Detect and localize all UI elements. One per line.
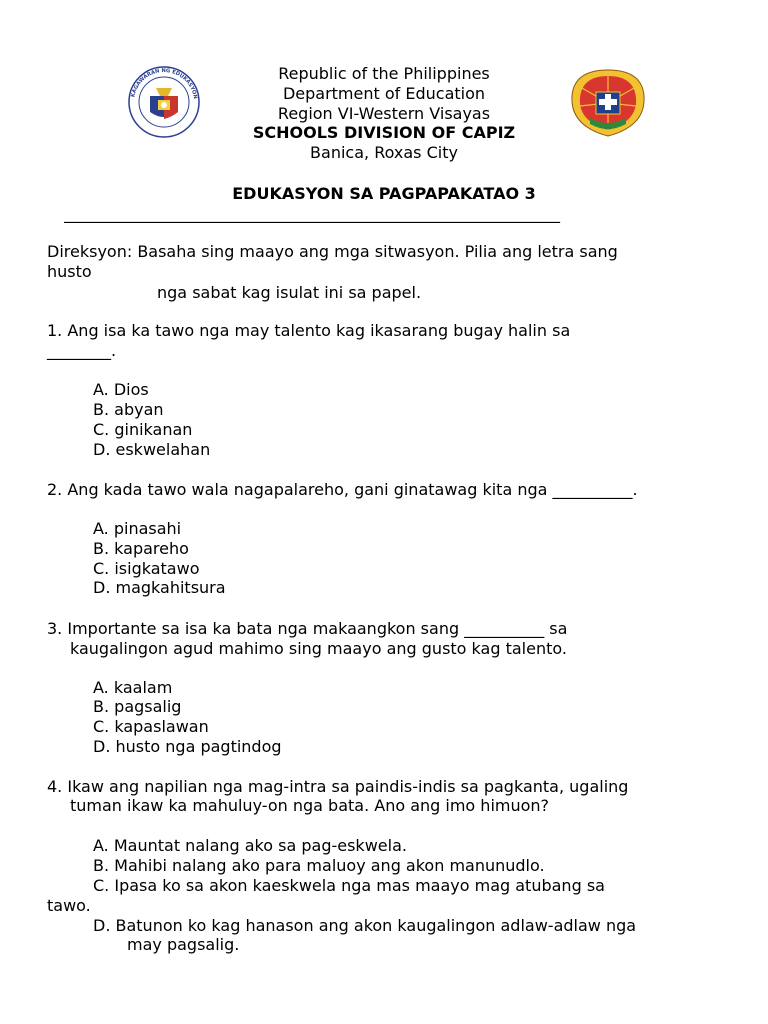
directions-line-3: nga sabat kag isulat ini sa papel. [157, 283, 422, 302]
question-3-line-1: 3. Importante sa isa ka bata nga makaangkon sang __________ sa [47, 619, 568, 638]
choice-text: ginikanan [114, 420, 193, 439]
choice-letter: C. [93, 559, 110, 578]
choice-letter: C. [93, 420, 110, 439]
choice-letter: D. [93, 916, 111, 935]
choice-letter: A. [93, 380, 109, 399]
choice-text: magkahitsura [115, 578, 226, 597]
header-region: Region VI-Western Visayas [277, 104, 491, 123]
choice-4b [93, 856, 545, 876]
choice-text: Mahibi nalang ako para maluoy ang akon manunudlo. [114, 856, 545, 875]
header-city: Banica, Roxas City [310, 143, 458, 162]
directions-line-2: husto [47, 262, 92, 281]
choice-text: Mauntat nalang ako sa pag-eskwela. [113, 836, 407, 855]
question-1-line-2: ________. [47, 341, 117, 360]
question-1-line-1: 1. Ang isa ka tawo nga may talento kag ikasarang bugay halin sa [47, 321, 571, 340]
seal-ring-text: KAGAWARAN NG EDUKASYON [130, 67, 198, 100]
choice-letter: B. [93, 400, 110, 419]
choice-letter: A. [93, 678, 109, 697]
page-title: EDUKASYON SA PAGPAPAKATAO 3 [232, 184, 536, 203]
choice-4c [93, 876, 605, 896]
directions-line-1: Direksyon: Basaha sing maayo ang mga sitwasyon. Pilia ang letra sang [47, 242, 618, 261]
choice-3b [93, 697, 181, 717]
choice-2c [93, 559, 199, 579]
choice-1a [93, 380, 149, 400]
choice-text: Ipasa ko sa akon kaeskwela nga mas maayo mag atubang sa [114, 876, 605, 895]
choice-4a [93, 836, 407, 856]
choice-letter: D. [93, 737, 111, 756]
choice-letter: A. [93, 519, 109, 538]
choice-4d-wrap: may pagsalig. [127, 935, 240, 954]
choice-2b [93, 539, 189, 559]
choice-1b [93, 400, 164, 420]
choice-1c [93, 420, 192, 440]
choice-letter: C. [93, 717, 110, 736]
choice-3a [93, 678, 172, 698]
choice-1d [93, 440, 210, 460]
choice-text: kapareho [114, 539, 189, 558]
choice-letter: A. [93, 836, 109, 855]
choice-4d [93, 916, 636, 936]
choice-letter: B. [93, 856, 110, 875]
choice-letter: D. [93, 440, 111, 459]
choice-4c-wrap: tawo. [47, 896, 91, 915]
choice-2d [93, 578, 226, 598]
header-division: SCHOOLS DIVISION OF CAPIZ [252, 123, 516, 142]
header-republic: Republic of the Philippines [278, 64, 490, 83]
name-line: ______________________________________________________________ [64, 204, 560, 223]
question-3-line-2: kaugalingon agud mahimo sing maayo ang gusto kag talento. [70, 639, 567, 658]
choice-letter: B. [93, 697, 110, 716]
choice-text: pagsalig [114, 697, 182, 716]
choice-text: isigkatawo [114, 559, 200, 578]
choice-letter: C. [93, 876, 110, 895]
choice-text: pinasahi [113, 519, 182, 538]
question-4-line-2: tuman ikaw ka mahuluy-on nga bata. Ano ang imo himuon? [70, 796, 550, 815]
choice-text: abyan [114, 400, 164, 419]
choice-3d [93, 737, 282, 757]
choice-text: husto nga pagtindog [115, 737, 282, 756]
choice-letter: D. [93, 578, 111, 597]
choice-text: kapaslawan [114, 717, 209, 736]
header-department: Department of Education [282, 84, 486, 103]
question-2-line-1: 2. Ang kada tawo wala nagapalareho, gani ginatawag kita nga __________. [47, 480, 638, 499]
choice-text: eskwelahan [115, 440, 211, 459]
choice-2a [93, 519, 181, 539]
choice-text: Dios [113, 380, 149, 399]
choice-letter: B. [93, 539, 110, 558]
question-4-line-1: 4. Ikaw ang napilian nga mag-intra sa paindis-indis sa pagkanta, ugaling [47, 777, 629, 796]
choice-text: kaalam [113, 678, 173, 697]
choice-3c [93, 717, 209, 737]
choice-text: Batunon ko kag hanason ang akon kaugalingon adlaw-adlaw nga [115, 916, 637, 935]
